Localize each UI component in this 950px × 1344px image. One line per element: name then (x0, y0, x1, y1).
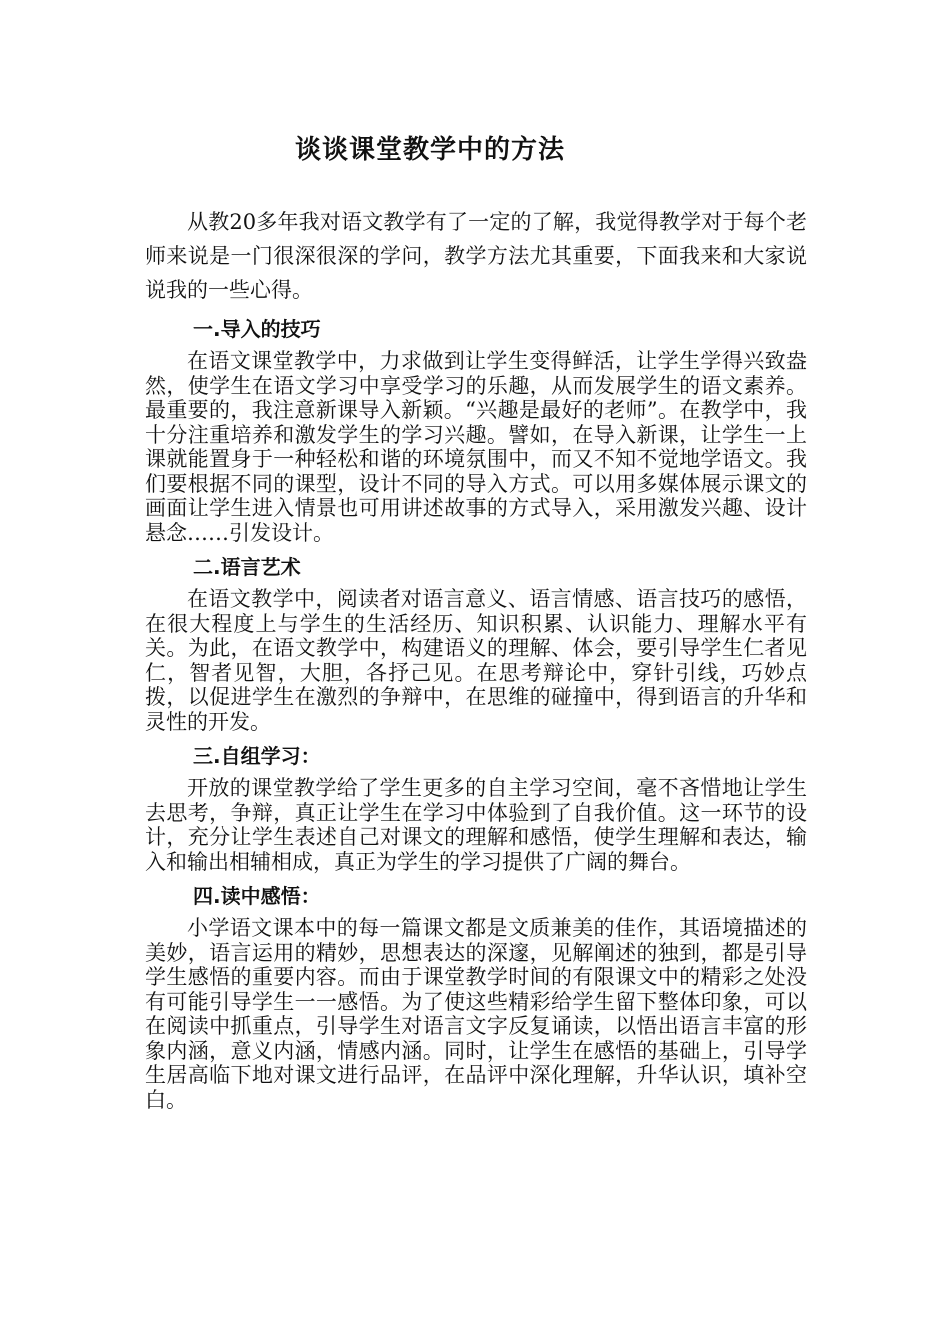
section-heading-2: 二.语言艺术 (193, 555, 301, 579)
section-paragraph-2: 在语文教学中，阅读者对语言意义、语言情感、语言技巧的感悟，在很大程度上与学生的生活经历、知识积累、认识能力、理解水平有关。为此，在语文教学中，构建语义的理解、体会，要引导学生仁者见仁，智者见智，大胆，各抒己见。在思考辩论中，穿针引线，巧妙点拨，以促进学生在激烈的争辩中，在思维的碰撞中，得到语言的升华和灵性的开发。 (145, 587, 807, 734)
section-paragraph-4: 小学语文课本中的每一篇课文都是文质兼美的佳作，其语境描述的美妙，语言运用的精妙，思想表达的深邃，见解阐述的独到，都是引导学生感悟的重要内容。而由于课堂教学时间的有限课文中的精彩之处没有可能引导学生一一感悟。为了使这些精彩给学生留下整体印象，可以在阅读中抓重点，引导学生对语言文字反复诵读，以悟出语言丰富的形象内涵，意义内涵，情感内涵。同时，让学生在感悟的基础上，引导学生居高临下地对课文进行品评，在品评中深化理解，升华认识，填补空白。 (145, 916, 807, 1112)
section-heading-1: 一.导入的技巧 (193, 317, 321, 341)
section-heading-3: 三.自组学习： (193, 744, 321, 768)
section-paragraph-3: 开放的课堂教学给了学生更多的自主学习空间，毫不吝惜地让学生去思考，争辩，真正让学生在学习中体验到了自我价值。这一环节的设计，充分让学生表述自己对课文的理解和感悟，使学生理解和表达，输入和输出相辅相成，真正为学生的学习提供了广阔的舞台。 (145, 776, 807, 874)
section-heading-4: 四.读中感悟： (193, 884, 321, 908)
section-paragraph-1: 在语文课堂教学中，力求做到让学生变得鲜活，让学生学得兴致盎然，使学生在语文学习中享受学习的乐趣，从而发展学生的语文素养。最重要的，我注意新课导入新颖。“兴趣是最好的老师”。在教学中，我十分注重培养和激发学生的学习兴趣。譬如，在导入新课，让学生一上课就能置身于一种轻松和谐的环境氛围中，而又不知不觉地学语文。我们要根据不同的课型，设计不同的导入方式。可以用多媒体展示课文的画面让学生进入情景也可用讲述故事的方式导入，采用激发兴趣、设计悬念……引发设计。 (145, 349, 807, 545)
document-body (145, 205, 807, 1112)
intro-paragraph: 从教20多年我对语文教学有了一定的了解，我觉得教学对于每个老师来说是一门很深很深的学问，教学方法尤其重要，下面我来和大家说说我的一些心得。 (145, 210, 807, 302)
document-title: 谈谈课堂教学中的方法 (294, 135, 565, 165)
